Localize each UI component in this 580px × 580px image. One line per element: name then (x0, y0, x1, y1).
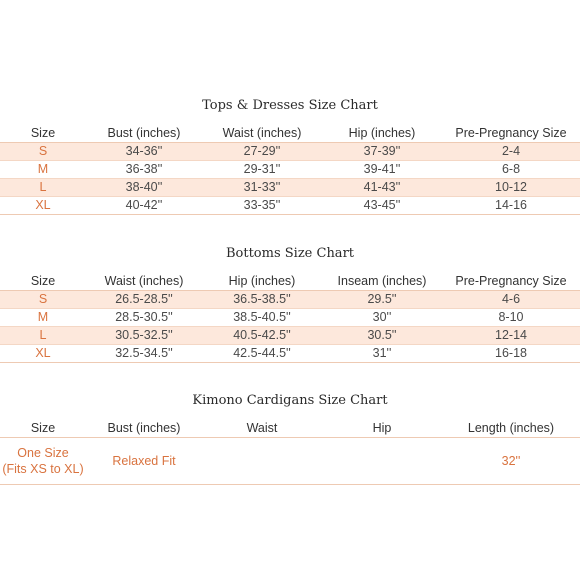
waist-cell (202, 438, 322, 485)
size-cell (0, 438, 86, 485)
waist-cell: 28.5-30.5'' (86, 309, 202, 327)
bottoms-section (0, 244, 580, 363)
pre-pregnancy-cell: 10-12 (442, 179, 580, 197)
header-hip: Hip (inches) (322, 124, 442, 143)
table-row (0, 438, 580, 485)
size-cell: XL (0, 345, 86, 363)
header-hip: Hip (inches) (202, 272, 322, 291)
pre-pregnancy-cell: 4-6 (442, 291, 580, 309)
hip-cell: 41-43'' (322, 179, 442, 197)
header-size: Size (0, 124, 86, 143)
pre-pregnancy-cell: 6-8 (442, 161, 580, 179)
pre-pregnancy-cell: 2-4 (442, 143, 580, 161)
waist-cell: 29-31'' (202, 161, 322, 179)
bottoms-header-row (0, 272, 580, 291)
table-row (0, 161, 580, 179)
bust-cell: 34-36'' (86, 143, 202, 161)
table-row (0, 309, 580, 327)
inseam-cell: 29.5'' (322, 291, 442, 309)
tops-title: Tops & Dresses Size Chart (202, 98, 378, 113)
inseam-cell: 31'' (322, 345, 442, 363)
table-row (0, 143, 580, 161)
waist-cell: 32.5-34.5'' (86, 345, 202, 363)
table-row (0, 291, 580, 309)
header-bust: Bust (inches) (86, 419, 202, 438)
kimono-table (0, 419, 580, 485)
hip-cell: 42.5-44.5'' (202, 345, 322, 363)
waist-cell: 33-35'' (202, 197, 322, 215)
pre-pregnancy-cell: 12-14 (442, 327, 580, 345)
waist-cell: 31-33'' (202, 179, 322, 197)
inseam-cell: 30'' (322, 309, 442, 327)
table-row (0, 327, 580, 345)
bust-cell: Relaxed Fit (86, 438, 202, 485)
kimono-title: Kimono Cardigans Size Chart (192, 393, 388, 408)
waist-cell: 30.5-32.5'' (86, 327, 202, 345)
header-inseam: Inseam (inches) (322, 272, 442, 291)
header-waist: Waist (202, 419, 322, 438)
hip-cell: 37-39'' (322, 143, 442, 161)
waist-cell: 26.5-28.5'' (86, 291, 202, 309)
tops-header-row (0, 124, 580, 143)
kimono-header-row (0, 419, 580, 438)
header-hip: Hip (322, 419, 442, 438)
hip-cell: 39-41'' (322, 161, 442, 179)
length-cell: 32'' (442, 438, 580, 485)
kimono-section (0, 391, 580, 485)
waist-cell: 27-29'' (202, 143, 322, 161)
pre-pregnancy-cell: 14-16 (442, 197, 580, 215)
bottoms-table (0, 272, 580, 363)
bust-cell: 36-38'' (86, 161, 202, 179)
size-cell: M (0, 309, 86, 327)
size-line-1: One Size (17, 446, 69, 460)
size-cell: L (0, 327, 86, 345)
header-pre-pregnancy: Pre-Pregnancy Size (442, 272, 580, 291)
header-waist: Waist (inches) (202, 124, 322, 143)
bottoms-title: Bottoms Size Chart (225, 246, 355, 261)
header-pre-pregnancy: Pre-Pregnancy Size (442, 124, 580, 143)
table-row (0, 345, 580, 363)
size-cell: L (0, 179, 86, 197)
size-cell: M (0, 161, 86, 179)
header-size: Size (0, 272, 86, 291)
header-waist: Waist (inches) (86, 272, 202, 291)
hip-cell (322, 438, 442, 485)
header-size: Size (0, 419, 86, 438)
hip-cell: 36.5-38.5'' (202, 291, 322, 309)
size-line-2: (Fits XS to XL) (2, 462, 84, 476)
table-row (0, 197, 580, 215)
hip-cell: 40.5-42.5'' (202, 327, 322, 345)
tops-section (0, 96, 580, 215)
header-length: Length (inches) (442, 419, 580, 438)
size-cell: S (0, 291, 86, 309)
tops-table (0, 124, 580, 215)
size-cell: XL (0, 197, 86, 215)
inseam-cell: 30.5'' (322, 327, 442, 345)
hip-cell: 43-45'' (322, 197, 442, 215)
bust-cell: 38-40'' (86, 179, 202, 197)
pre-pregnancy-cell: 8-10 (442, 309, 580, 327)
table-row (0, 179, 580, 197)
hip-cell: 38.5-40.5'' (202, 309, 322, 327)
header-bust: Bust (inches) (86, 124, 202, 143)
size-cell: S (0, 143, 86, 161)
pre-pregnancy-cell: 16-18 (442, 345, 580, 363)
bust-cell: 40-42'' (86, 197, 202, 215)
